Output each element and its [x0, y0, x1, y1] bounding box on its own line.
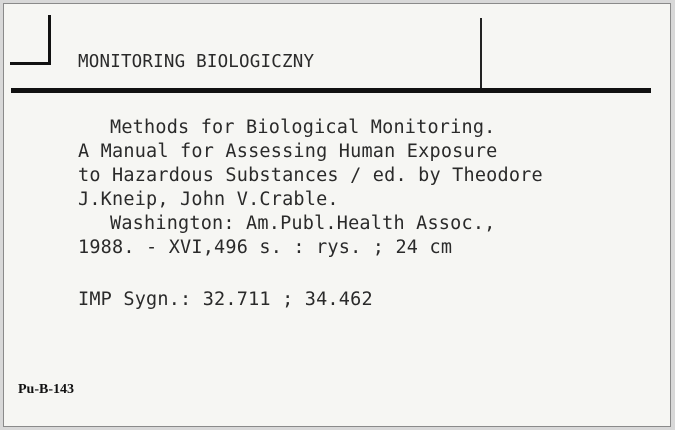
- header-divider: [480, 18, 482, 90]
- corner-mark-horizontal: [10, 62, 51, 65]
- subject-heading: MONITORING BIOLOGICZNY: [78, 52, 315, 72]
- title-line: Methods for Biological Monitoring.: [110, 117, 496, 138]
- call-number: IMP Sygn.: 32.711 ; 34.462: [78, 289, 373, 310]
- library-stamp: Pu-B-143: [18, 382, 74, 397]
- subtitle-line-2: to Hazardous Substances / ed. by Theodore: [78, 165, 543, 186]
- collation-line: 1988. - XVI,496 s. : rys. ; 24 cm: [78, 237, 453, 258]
- editors-line: J.Kneip, John V.Crable.: [78, 189, 339, 210]
- catalog-card: [3, 3, 671, 427]
- publisher-line: Washington: Am.Publ.Health Assoc.,: [110, 213, 496, 234]
- subtitle-line-1: A Manual for Assessing Human Exposure: [78, 141, 498, 162]
- corner-mark-vertical: [48, 15, 51, 65]
- header-rule: [11, 88, 651, 93]
